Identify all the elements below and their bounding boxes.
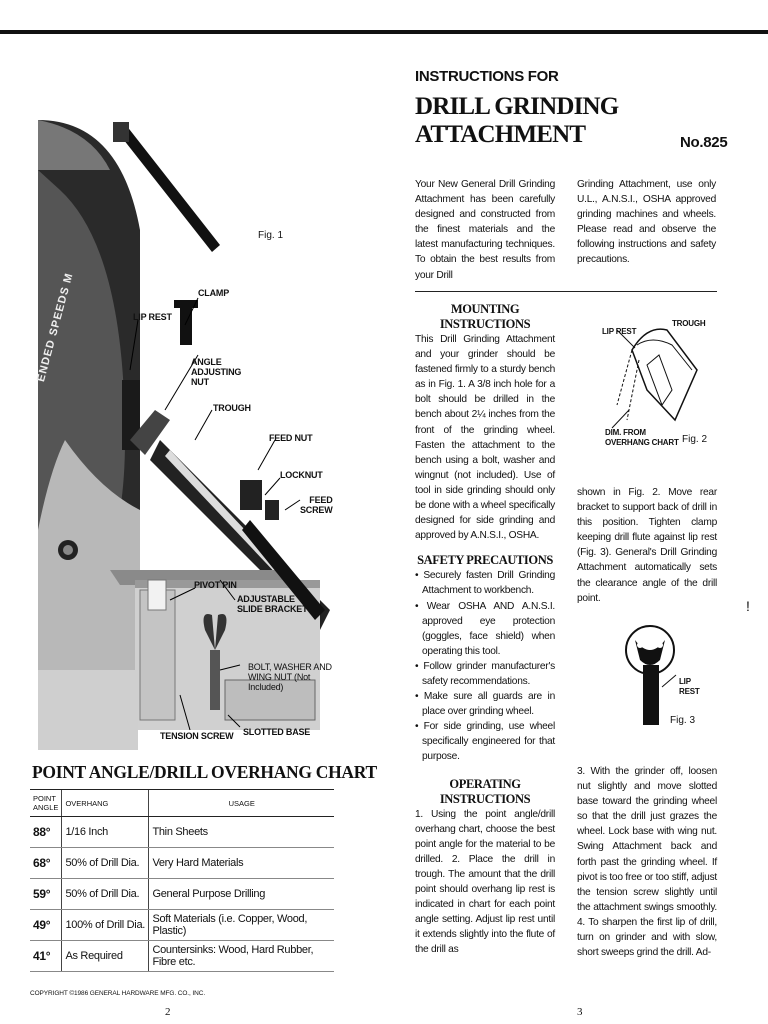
cell-usage: Thin Sheets — [149, 817, 334, 848]
mounting-text: This Drill Grinding Attachment and your grinder should be fastened firmly to a sturdy bench as in Fig. 1. A 3/8 inch hole for a bolt should be drilled in the bench about 2¼ inches from the front of the grinding wheel. Fasten the attachment to the bench using a bolt, washer and wingnut (not included). Use of tool in side grinding should only be done with a wheel specifically designed for side grinding and approved by A.N.S.I., OSHA. — [415, 334, 555, 542]
fig-2-label: Fig. 2 — [682, 434, 708, 445]
callout-trough: TROUGH — [213, 403, 251, 413]
callout-bolt-washer-wing-nut: BOLT, WASHER AND WING NUT (Not Included) — [248, 662, 332, 692]
mounting-title: MOUNTING INSTRUCTIONS — [439, 302, 531, 331]
safety-item: • Wear OSHA AND A.N.S.I. approved eye protection (goggles, face shield) when operating this tool. — [415, 600, 555, 657]
page-number-left: 2 — [165, 1006, 171, 1018]
table-row — [30, 817, 334, 848]
callout-clamp: CLAMP — [198, 288, 229, 298]
copyright-notice: COPYRIGHT ©1986 GENERAL HARDWARE MFG. CO., INC. — [30, 990, 206, 997]
callout-pivot-pin: PIVOT PIN — [194, 580, 237, 590]
cell-overhang: 100% of Drill Dia. — [62, 910, 149, 941]
callout-adjustable-slide-bracket: ADJUSTABLE SLIDE BRACKET — [237, 594, 308, 614]
fig-2-lip-rest: LIP REST — [602, 327, 637, 336]
intro-divider — [415, 291, 717, 292]
cell-usage: Soft Materials (i.e. Copper, Wood, Plastic) — [149, 910, 334, 941]
safety-title: SAFETY PRECAUTIONS — [417, 553, 553, 568]
table-header-row — [30, 790, 334, 817]
callout-slotted-base: SLOTTED BASE — [243, 727, 311, 737]
safety-item: • Make sure all guards are in place over grinding wheel. — [415, 691, 555, 718]
page-number-right: 3 — [577, 1006, 583, 1018]
fig-3-label: Fig. 3 — [670, 715, 696, 726]
column-4-text-2: 3. With the grinder off, loosen nut slightly and move slotted base toward the grinding wheel so that the drill just grazes the wheel. Lock base with wing nut. Swing Attachment back and forth past the grinding wheel. If pivot is too free or too stiff, adjust the tension screw slightly until the attachment swings smoothly. 4. To sharpen the first lip of drill, turn on grinder and with slow, short sweeps grind the drill. Ad- — [577, 766, 717, 959]
table-row — [30, 910, 334, 941]
figure-2 — [577, 310, 717, 450]
cell-overhang: As Required — [62, 941, 149, 972]
cell-usage: Very Hard Materials — [149, 848, 334, 879]
table-row — [30, 941, 334, 972]
cell-angle: 41° — [30, 941, 62, 972]
intro-right: Grinding Attachment, use only U.L., A.N.S.I., OSHA approved grinding machines and wheels. Please read and observe the following instructions and safety precautions. — [577, 179, 716, 266]
cell-overhang: 1/16 Inch — [62, 817, 149, 848]
callout-feed-screw: FEED SCREW — [300, 495, 333, 515]
point-angle-chart-table — [30, 789, 334, 972]
callout-lip-rest: LIP REST — [133, 312, 172, 322]
fig-1-label: Fig. 1 — [258, 230, 284, 241]
cell-angle: 68° — [30, 848, 62, 879]
table-row — [30, 879, 334, 910]
callout-angle-adjusting-nut: ANGLE ADJUSTING NUT — [191, 357, 242, 387]
intro-left: Your New General Drill Grinding Attachment has been carefully designed and constructed from the finest materials and the latest manufacturing techniques. To obtain the best results from your Drill — [415, 179, 555, 281]
callout-locknut: LOCKNUT — [280, 470, 323, 480]
safety-item: • Follow grinder manufacturer's safety recommendations. — [415, 660, 555, 687]
fig-2-trough: TROUGH — [672, 319, 706, 328]
top-rule — [0, 30, 768, 34]
operating-title: OPERATING INSTRUCTIONS — [439, 776, 531, 806]
figure-3 — [610, 615, 710, 730]
model-number: No.825 — [680, 134, 728, 151]
cell-overhang: 50% of Drill Dia. — [62, 848, 149, 879]
fig-2-dim: DIM. FROM OVERHANG CHART — [605, 428, 679, 447]
cell-angle: 49° — [30, 910, 62, 941]
page-title: DRILL GRINDING ATTACHMENT — [415, 93, 619, 148]
cell-angle: 88° — [30, 817, 62, 848]
margin-mark: ! — [746, 598, 750, 614]
cell-usage: Countersinks: Wood, Hard Rubber, Fibre etc. — [149, 941, 334, 972]
figure-1-grinder-illustration — [30, 110, 360, 755]
cell-usage: General Purpose Drilling — [149, 879, 334, 910]
column-4-text-1: shown in Fig. 2. Move rear bracket to support back of drill in this position. Tighten clamp keeping drill flute against lip rest (Fig. 3). General's Drill Grinding Attachment automatically sets the clearance angle of the drill point. — [577, 487, 717, 604]
chart-title: POINT ANGLE/DRILL OVERHANG CHART — [32, 762, 377, 782]
header-line-1: INSTRUCTIONS FOR — [415, 68, 559, 85]
fig-3-drawing — [610, 615, 710, 730]
safety-item: • Securely fasten Drill Grinding Attachment to workbench. — [415, 570, 555, 597]
callout-tension-screw: TENSION SCREW — [160, 731, 234, 741]
cell-overhang: 50% of Drill Dia. — [62, 879, 149, 910]
column-instructions — [415, 302, 555, 957]
operating-text: 1. Using the point angle/drill overhang chart, choose the best point angle for the material to be drilled. 2. Place the drill in trough. The amount that the drill point should overhang lip rest is indicated in chart for each point angle setting. Adjust lip rest until it extends slightly into the flute of the drill as — [415, 808, 555, 956]
fig-3-lip-rest: LIP REST — [679, 677, 700, 696]
header-point-angle: POINT ANGLE — [30, 790, 62, 817]
header-usage: USAGE — [149, 790, 334, 817]
safety-item: • For side grinding, use wheel specifically engineered for that purpose. — [415, 721, 555, 763]
table-row — [30, 848, 334, 879]
callout-feed-nut: FEED NUT — [269, 433, 313, 443]
cell-angle: 59° — [30, 879, 62, 910]
wheel-lettering: ENDED SPEEDS M — [35, 271, 76, 384]
header-overhang: OVERHANG — [62, 790, 149, 817]
